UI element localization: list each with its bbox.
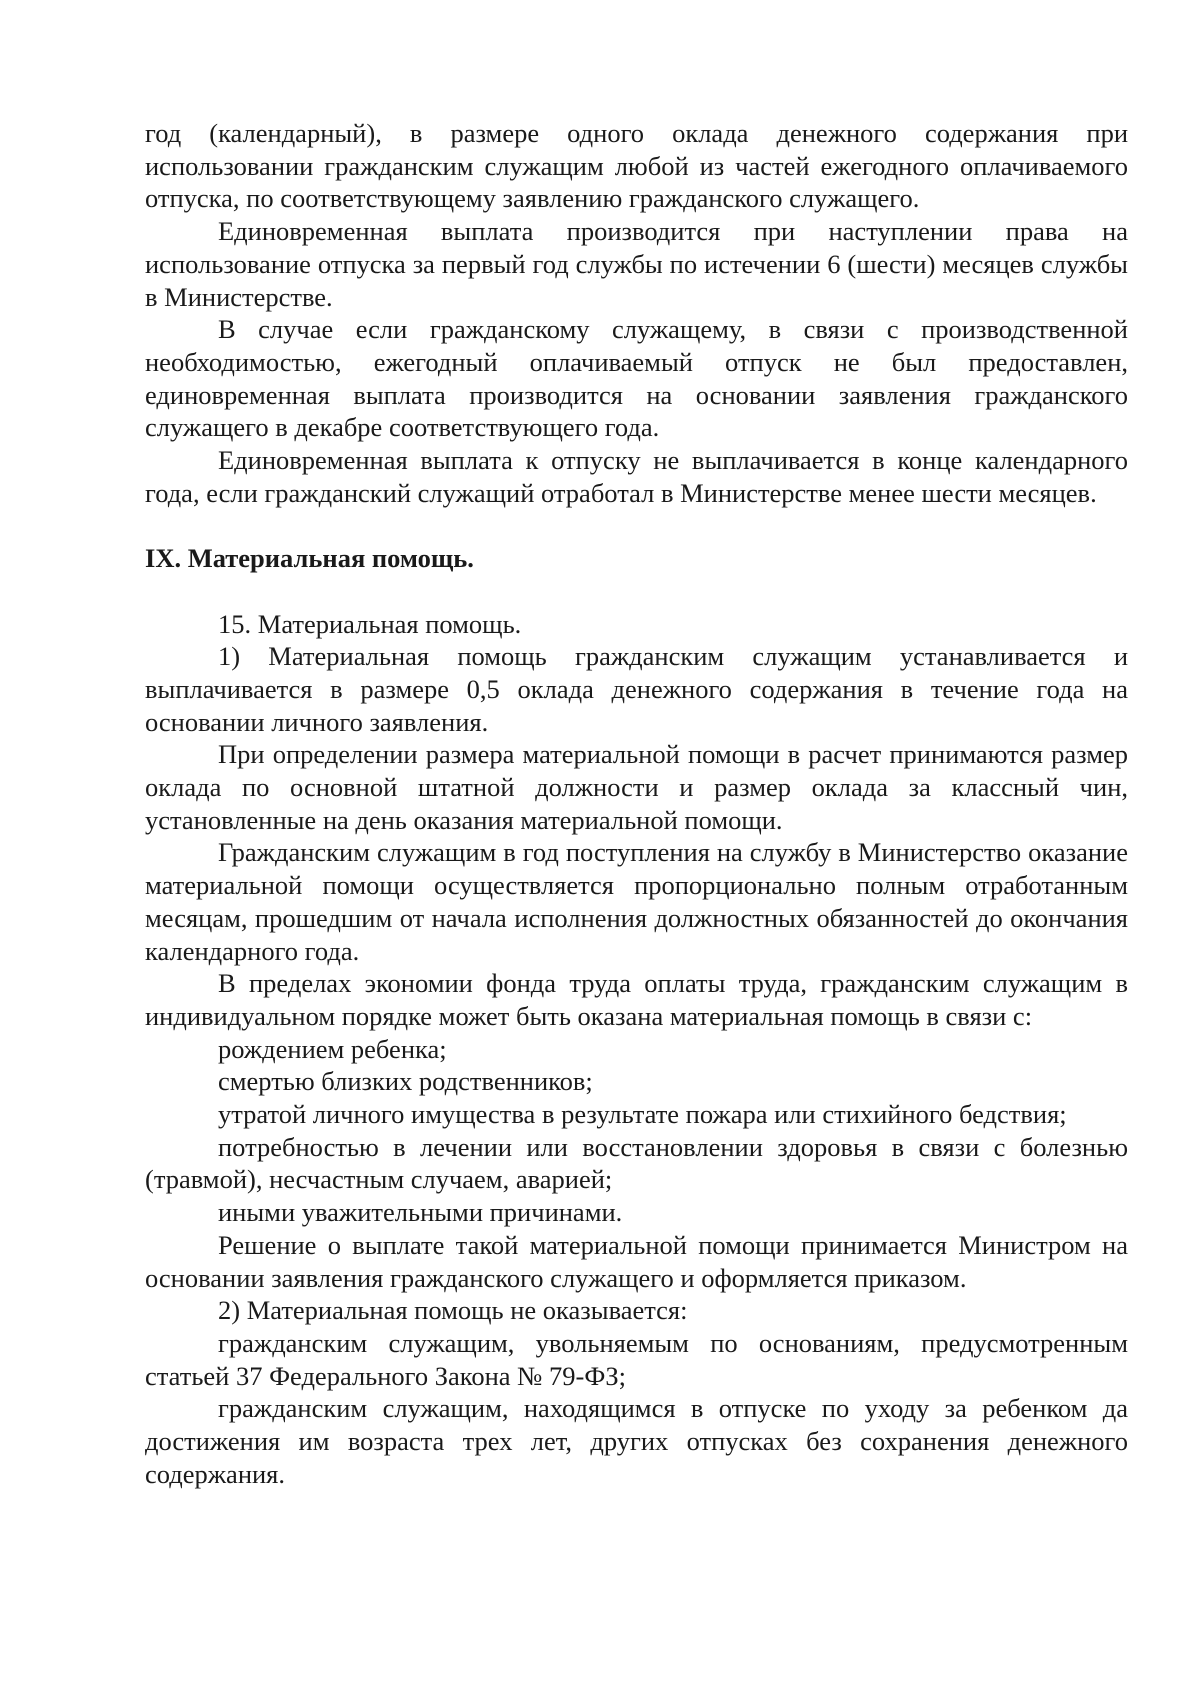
- spacer: [145, 509, 1128, 542]
- reason-item: смертью близких родственников;: [218, 1066, 593, 1097]
- exclusion-item: гражданским служащим, увольняемым по основаниям, предусмотренным статьей 37 Федерального Закона № 79-ФЗ;: [145, 1327, 1128, 1391]
- section-heading: IX. Материальная помощь.: [145, 543, 474, 574]
- item-15-title: 15. Материальная помощь.: [218, 608, 522, 639]
- document-body: [145, 117, 1128, 1491]
- paragraph-economy: В пределах экономии фонда труда оплаты труда, гражданским служащим в индивидуальном порядке может быть оказана материальная помощь в связи с:: [145, 968, 1128, 1031]
- paragraph-annual-payment: год (календарный), в размере одного оклада денежного содержания при использовании гражданским служащим любой из частей ежегодного оплачиваемого отпуска, по соответствующему заявлению гражданского служащего.: [145, 118, 1128, 214]
- item-15-2: 2) Материальная помощь не оказывается:: [218, 1295, 688, 1326]
- paragraph-decision: Решение о выплате такой материальной помощи принимается Министром на основании заявления гражданского служащего и оформляется приказом.: [145, 1229, 1128, 1293]
- reason-item: утратой личного имущества в результате пожара или стихийного бедствия;: [218, 1099, 1067, 1130]
- paragraph-calculation: При определении размера материальной помощи в расчет принимаются размер оклада по основной штатной должности и размер оклада за классный чин, установленные на день оказания материальной помощи.: [145, 739, 1128, 835]
- paragraph-unused-leave: В случае если гражданскому служащему, в связи с производственной необходимостью, ежегодный оплачиваемый отпуск не был предоставлен, единовременная выплата производится на основании заявления гражданского служащего в декабре соответствующего года.: [145, 314, 1128, 443]
- spacer: [145, 575, 1128, 608]
- reason-item: потребностью в лечении или восстановлении здоровья в связи с болезнью (травмой), несчастным случаем, аварией;: [145, 1131, 1128, 1195]
- exclusion-item: гражданским служащим, находящимся в отпуске по уходу за ребенком да достижения им возраста трех лет, других отпусках без сохранения денежного содержания.: [145, 1393, 1128, 1489]
- paragraph-first-year: Гражданским служащим в год поступления на службу в Министерство оказание материальной помощи осуществляется пропорционально полным отработанным месяцам, прошедшим от начала исполнения должностных обязанностей до окончания календарного года.: [145, 837, 1128, 966]
- item-15-1: 1) Материальная помощь гражданским служащим устанавливается и выплачивается в размере 0,5 оклада денежного содержания в течение года на основании личного заявления.: [145, 641, 1128, 737]
- paragraph-first-year-payment: Единовременная выплата производится при наступлении права на использование отпуска за первый год службы по истечении 6 (шести) месяцев службы в Министерстве.: [145, 216, 1128, 312]
- paragraph-not-paid: Единовременная выплата к отпуску не выплачивается в конце календарного года, если гражданский служащий отработал в Министерстве менее шести месяцев.: [145, 445, 1128, 508]
- reason-item: иными уважительными причинами.: [218, 1197, 623, 1228]
- reason-item: рождением ребенка;: [218, 1033, 447, 1064]
